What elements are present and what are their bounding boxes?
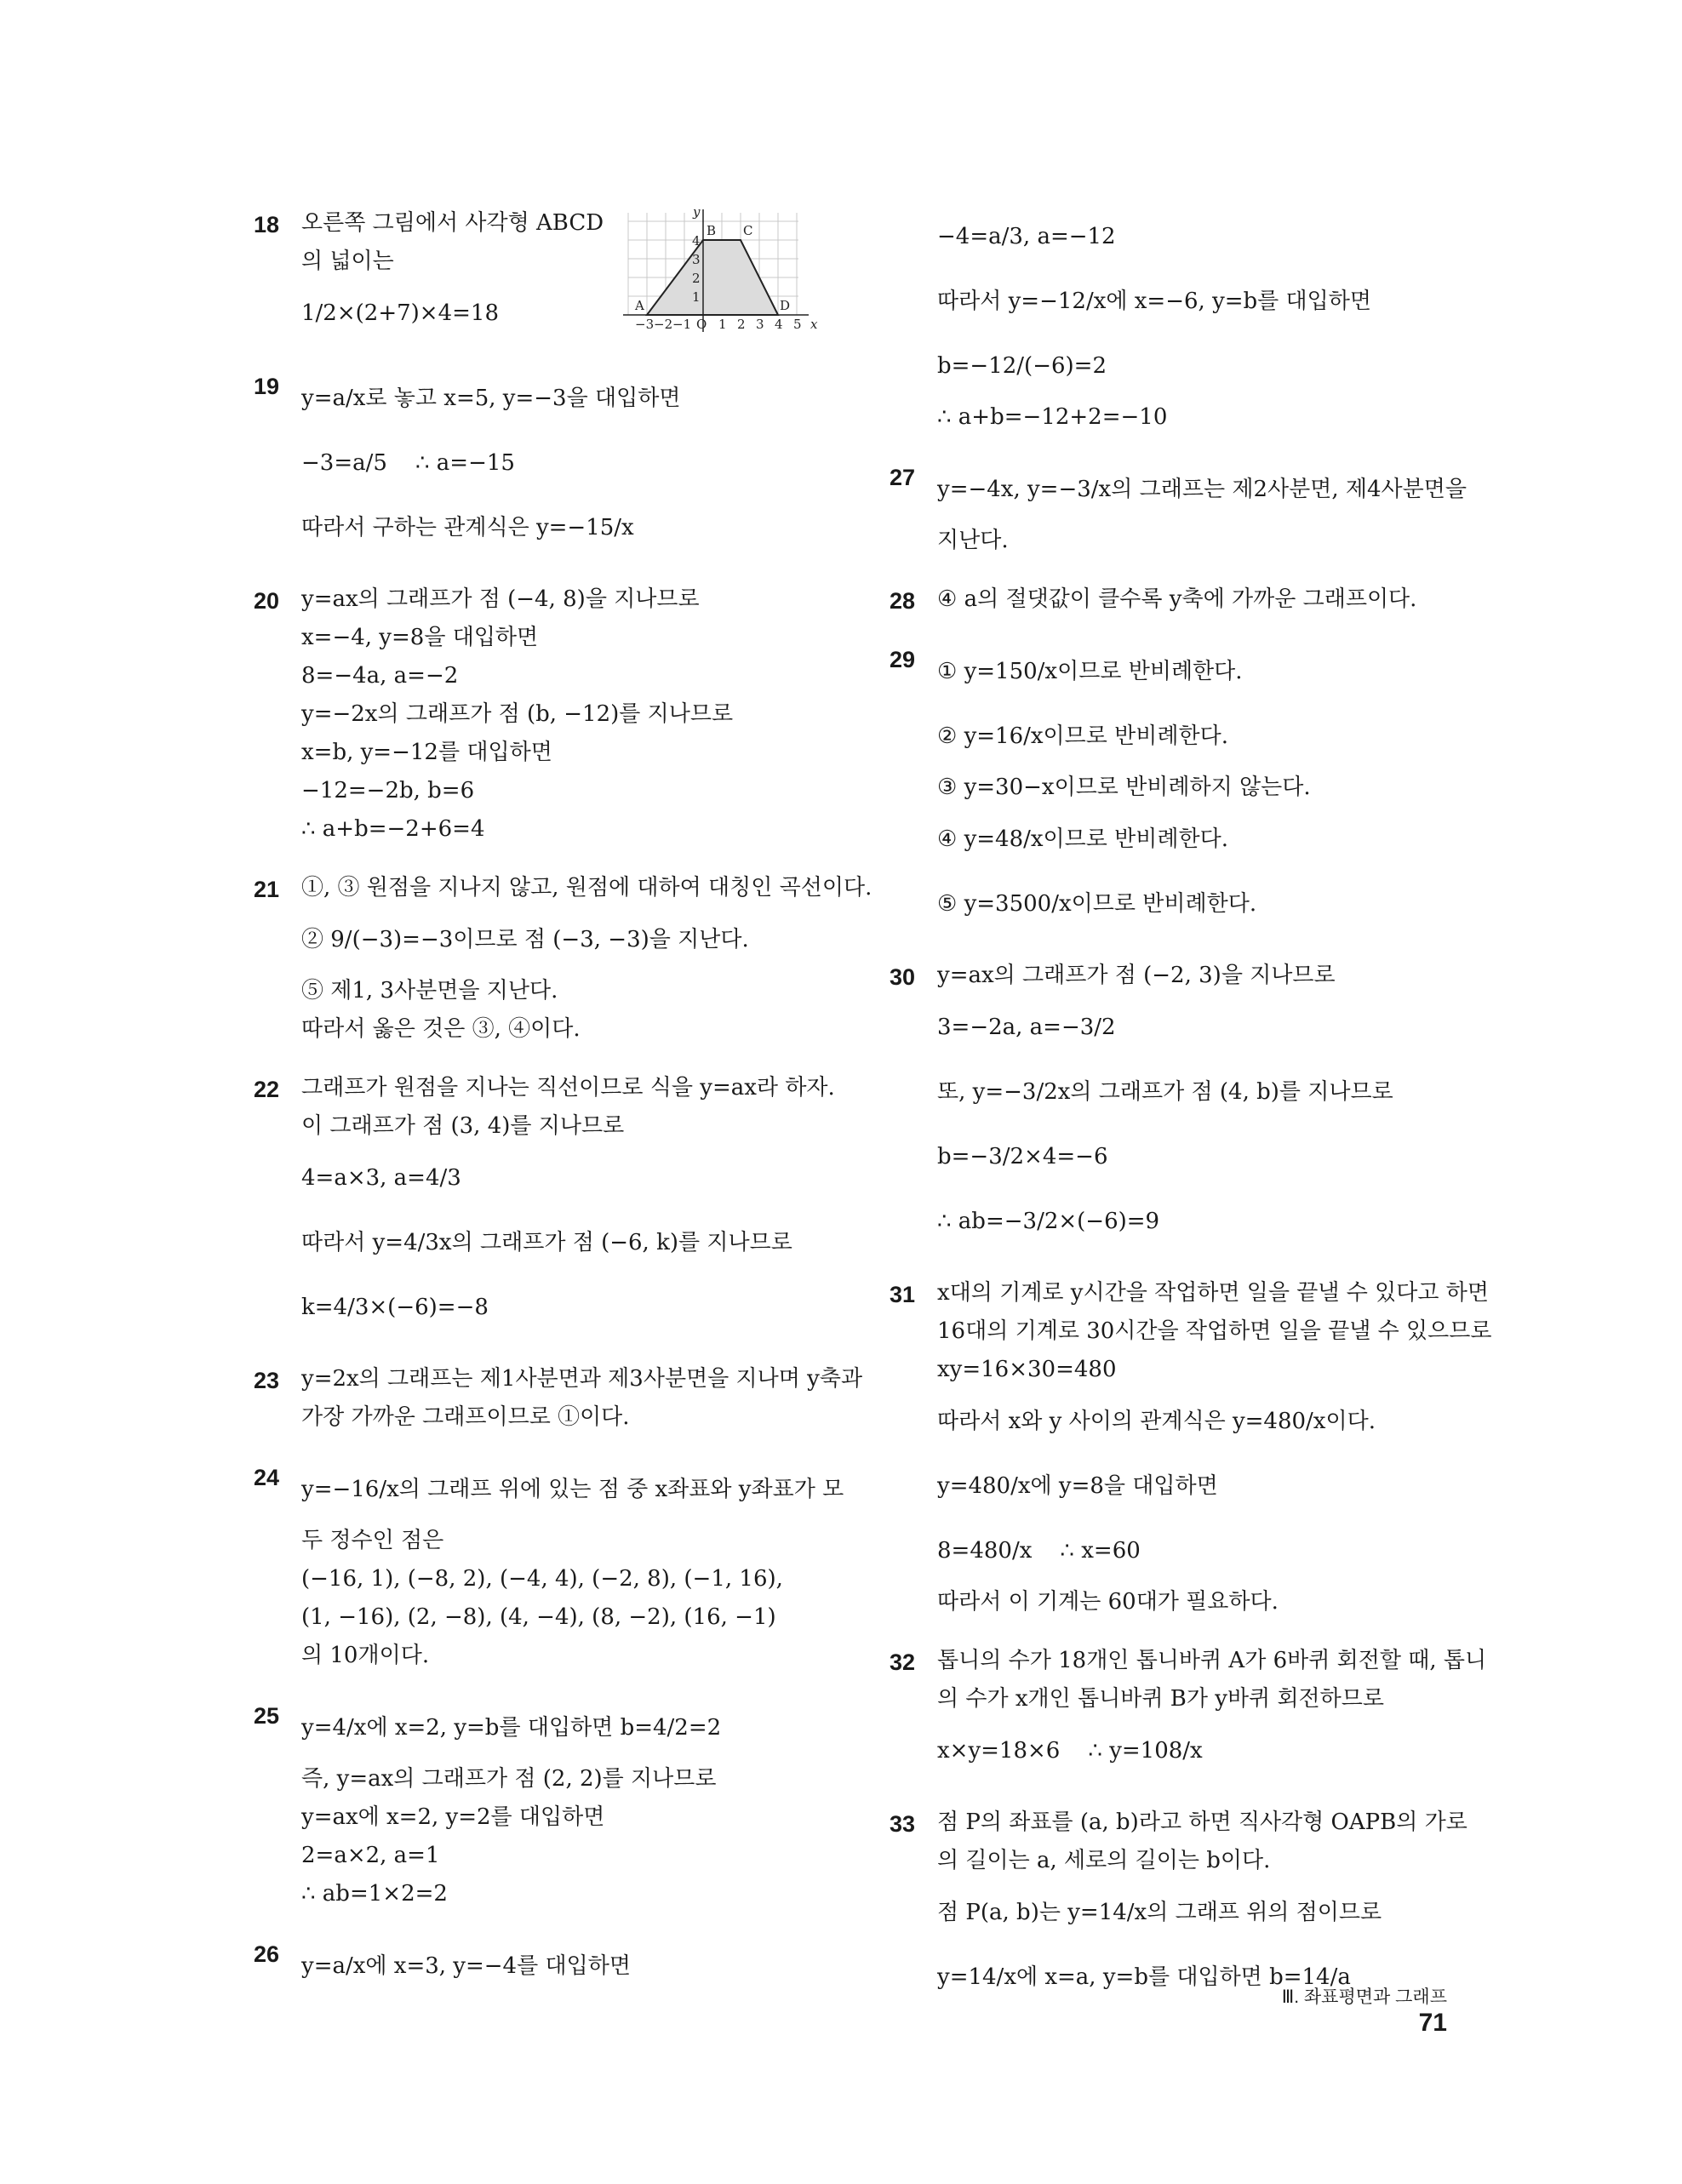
x-tick-label: −3 [635, 317, 655, 332]
solution-line: x×y=18×6 ∴ y=108/x [937, 1738, 1203, 1764]
solution-line: b=−12/(−6)=2 [937, 353, 1107, 379]
solution-line: (1, −16), (2, −8), (4, −4), (8, −2), (16, −1) [301, 1604, 776, 1630]
solution-line: ② y=16/x이므로 반비례한다. [937, 723, 1229, 749]
problem-29 [890, 639, 1468, 936]
problem-number: 23 [254, 1368, 280, 1393]
x-tick-label: −2 [654, 317, 673, 332]
point-label-d: D [780, 298, 791, 313]
solution-line: y=a/x로 놓고 x=5, y=−3을 대입하면 [301, 386, 681, 411]
problem-33 [890, 1804, 1468, 2010]
problem-27 [890, 457, 1468, 560]
x-tick-label: 1 [718, 317, 727, 332]
solution-line: 의 넓이는 [301, 249, 394, 274]
solution-line: 따라서 y=4/3x의 그래프가 점 (−6, k)를 지나므로 [301, 1230, 792, 1255]
problem-number: 21 [254, 877, 280, 902]
problem-number: 24 [254, 1465, 280, 1490]
solution-line: −3=a/5 ∴ a=−15 [301, 450, 515, 476]
solution-line: 따라서 x와 y 사이의 관계식은 y=480/x이다. [937, 1409, 1376, 1434]
solution-line: y=−2x의 그래프가 점 (b, −12)를 지나므로 [301, 701, 734, 727]
problem-number: 26 [254, 1941, 280, 1967]
solution-line: 두 정수인 점은 [301, 1528, 444, 1553]
solution-line: 2=a×2, a=1 [301, 1843, 440, 1868]
point-label-b: B [707, 223, 717, 238]
point-label-c: C [743, 223, 753, 238]
problem-28 [890, 580, 1468, 619]
solution-line: ∴ ab=1×2=2 [301, 1881, 448, 1907]
solution-line: ② 9/(−3)=−3이므로 점 (−3, −3)을 지난다. [301, 927, 749, 952]
problem-19 [254, 366, 867, 560]
trapezoid-graph-figure [618, 204, 819, 332]
problem-31 [890, 1274, 1492, 1621]
solution-line: y=−16/x의 그래프 위에 있는 점 중 x좌표와 y좌표가 모 [301, 1477, 844, 1502]
problem-23 [254, 1360, 867, 1437]
problem-number: 25 [254, 1703, 280, 1729]
problem-22 [254, 1069, 867, 1340]
right-column [890, 204, 1492, 2030]
origin-label: O [696, 317, 707, 332]
solution-line: k=4/3×(−6)=−8 [301, 1295, 489, 1320]
x-tick-label: 4 [775, 317, 783, 332]
solution-line: y=a/x에 x=3, y=−4를 대입하면 [301, 1953, 631, 1979]
solution-line: 점 P의 좌표를 (a, b)라고 하면 직사각형 OAPB의 가로 [937, 1810, 1467, 1835]
x-axis-label: x [810, 317, 818, 332]
problem-number: 32 [890, 1649, 916, 1675]
solution-line: ∴ a+b=−2+6=4 [301, 816, 485, 842]
solution-line: 지난다. [937, 528, 1009, 553]
x-tick-label: 2 [737, 317, 746, 332]
solution-line: x대의 기계로 y시간을 작업하면 일을 끝낼 수 있다고 하면 [937, 1280, 1490, 1306]
solution-line: 4=a×3, a=4/3 [301, 1165, 461, 1191]
solution-line: y=2x의 그래프는 제1사분면과 제3사분면을 지나며 y축과 [301, 1366, 863, 1392]
solution-line: y=14/x에 x=a, y=b를 대입하면 b=14/a [937, 1964, 1351, 1990]
solution-line: 따라서 이 기계는 60대가 필요하다. [937, 1589, 1279, 1615]
solution-line: ⑤ y=3500/x이므로 반비례한다. [937, 891, 1257, 917]
solution-line: 가장 가까운 그래프이므로 ①이다. [301, 1404, 630, 1430]
solution-line: 의 길이는 a, 세로의 길이는 b이다. [937, 1848, 1271, 1873]
y-axis-label: y [693, 204, 701, 220]
solution-line: ① y=150/x이므로 반비례한다. [937, 659, 1243, 684]
solution-line: y=ax의 그래프가 점 (−2, 3)을 지나므로 [937, 963, 1336, 988]
y-tick-label: 3 [692, 252, 701, 267]
problem-number: 33 [890, 1811, 916, 1837]
x-tick-label: 3 [756, 317, 764, 332]
solution-line: ①, ③ 원점을 지나지 않고, 원점에 대하여 대칭인 곡선이다. [301, 875, 872, 900]
solution-line: −12=−2b, b=6 [301, 778, 475, 803]
x-tick-label: −1 [672, 317, 692, 332]
solution-line: 16대의 기계로 30시간을 작업하면 일을 끝낼 수 있으므로 [937, 1318, 1492, 1344]
solution-line: 그래프가 원점을 지나는 직선이므로 식을 y=ax라 하자. [301, 1075, 835, 1101]
solution-line: y=−4x, y=−3/x의 그래프는 제2사분면, 제4사분면을 [937, 477, 1467, 502]
x-tick-label: 5 [793, 317, 802, 332]
solution-line: 따라서 y=−12/x에 x=−6, y=b를 대입하면 [937, 289, 1372, 314]
solution-line: ∴ a+b=−12+2=−10 [937, 404, 1168, 430]
problem-number: 18 [254, 212, 280, 237]
solution-line: 또, y=−3/2x의 그래프가 점 (4, b)를 지나므로 [937, 1079, 1393, 1105]
problem-number: 20 [254, 588, 280, 614]
solution-line: 3=−2a, a=−3/2 [937, 1015, 1116, 1040]
solution-line: 이 그래프가 점 (3, 4)를 지나므로 [301, 1113, 625, 1139]
solution-line: 의 수가 x개인 톱니바퀴 B가 y바퀴 회전하므로 [937, 1686, 1385, 1712]
problem-26 [254, 1934, 867, 1998]
solution-line: ③ y=30−x이므로 반비례하지 않는다. [937, 775, 1311, 800]
solution-line: 8=−4a, a=−2 [301, 663, 459, 689]
solution-line: y=ax의 그래프가 점 (−4, 8)을 지나므로 [301, 586, 700, 612]
solution-line: 8=480/x ∴ x=60 [937, 1538, 1141, 1564]
solution-line: b=−3/2×4=−6 [937, 1144, 1108, 1169]
solution-line: ⑤ 제1, 3사분면을 지난다. [301, 978, 558, 1003]
y-tick-label: 1 [692, 289, 701, 305]
problem-18 [254, 204, 867, 346]
problem-number: 31 [890, 1282, 916, 1307]
solution-line: 1/2×(2+7)×4=18 [301, 300, 499, 326]
solution-line: 톱니의 수가 18개인 톱니바퀴 A가 6바퀴 회전할 때, 톱니 [937, 1648, 1487, 1673]
y-tick-label: 2 [692, 271, 701, 286]
solution-line: 따라서 옳은 것은 ③, ④이다. [301, 1016, 581, 1042]
solution-line: x=−4, y=8을 대입하면 [301, 625, 539, 650]
problem-21 [254, 869, 872, 1049]
solution-line: 의 10개이다. [301, 1643, 430, 1668]
page-footer [1251, 1983, 1447, 2038]
problem-25 [254, 1695, 867, 1913]
solution-line: 즉, y=ax의 그래프가 점 (2, 2)를 지나므로 [301, 1766, 717, 1792]
solution-line: −4=a/3, a=−12 [937, 224, 1116, 249]
problem-20 [254, 580, 867, 849]
problem-number: 30 [890, 964, 916, 990]
problem-24 [254, 1457, 867, 1675]
problem-32 [890, 1642, 1487, 1783]
problem-number: 27 [890, 465, 916, 490]
solution-line: y=4/x에 x=2, y=b를 대입하면 b=4/2=2 [301, 1715, 722, 1741]
solution-line: ④ y=48/x이므로 반비례한다. [937, 826, 1229, 852]
chapter-title: Ⅲ. 좌표평면과 그래프 [1281, 1987, 1447, 2007]
problem-number: 28 [890, 588, 916, 614]
problem-number: 22 [254, 1077, 280, 1102]
problem-26-continued [890, 204, 1468, 437]
solution-line: y=480/x에 y=8을 대입하면 [937, 1473, 1218, 1499]
solution-line: (−16, 1), (−8, 2), (−4, 4), (−2, 8), (−1, 16), [301, 1566, 783, 1592]
solution-line: ④ a의 절댓값이 클수록 y축에 가까운 그래프이다. [937, 586, 1417, 612]
solution-line: x=b, y=−12를 대입하면 [301, 740, 552, 765]
page-number: 71 [1418, 2009, 1447, 2037]
solution-line: y=ax에 x=2, y=2를 대입하면 [301, 1804, 605, 1830]
problem-number: 19 [254, 374, 280, 399]
solution-line: ∴ ab=−3/2×(−6)=9 [937, 1209, 1160, 1234]
point-label-a: A [635, 298, 644, 313]
solution-line: xy=16×30=480 [937, 1357, 1117, 1382]
solution-line: 따라서 구하는 관계식은 y=−15/x [301, 515, 634, 540]
y-tick-label: 4 [692, 233, 701, 249]
problem-number: 29 [890, 647, 916, 672]
solution-line: 오른쪽 그림에서 사각형 ABCD [301, 210, 604, 236]
problem-30 [890, 957, 1468, 1254]
solution-line: 점 P(a, b)는 y=14/x의 그래프 위의 점이므로 [937, 1900, 1382, 1925]
left-column [254, 204, 872, 2019]
